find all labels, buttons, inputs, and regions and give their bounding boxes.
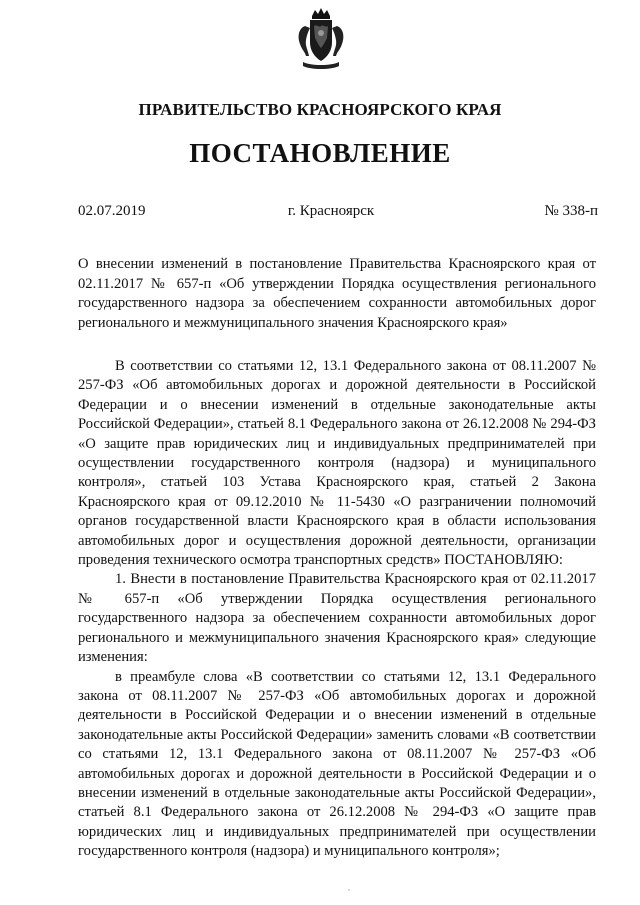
paragraph-amendment: в преамбуле слова «В соответствии со статьями 12, 13.1 Федерального закона от 08.11.2007 № 257-ФЗ «Об автомобильных дорогах и дорожной деятельности в Российской Федерации и о внесении изменений в отдельные законодательные акты Российской Федерации» заменить словами «В соответствии со статьями 12, 13.1 Федерального закона от 08.11.2007 № 257-ФЗ «Об автомобильных дорогах и дорожной деятельности в Российской Федерации и о внесении изменений в отдельные законодательные акты Российской Федерации», статьей 8.1 Федерального закона от 26.12.2008 № 294-ФЗ «О защите прав юридических лиц и индивидуальных предпринимателей при осуществлении государственного контроля (надзора) и муниципального контроля»; [78, 668, 596, 860]
document-number: № 338-п [544, 203, 598, 219]
scan-speck [348, 889, 350, 891]
document-date: 02.07.2019 [78, 203, 146, 219]
government-title: ПРАВИТЕЛЬСТВО КРАСНОЯРСКОГО КРАЯ [138, 100, 502, 119]
document-body [78, 357, 596, 862]
paragraph-preamble: В соответствии со статьями 12, 13.1 Федерального закона от 08.11.2007 № 257-ФЗ «Об автомобильных дорогах и дорожной деятельности в Российской Федерации и о внесении изменений в отдельные законодательные акты Российской Федерации», статьей 8.1 Федерального закона от 26.12.2008 № 294-ФЗ «О защите прав юридических лиц и индивидуальных предпринимателей при осуществлении государственного контроля (надзора) и муниципального контроля», статьей 103 Устава Красноярского края, статьей 2 Закона Красноярского края от 09.12.2010 № 11-5430 «О разграничении полномочий органов государственной власти Красноярского края в области использования автомобильных дорог и осуществления дорожной деятельности, организации проведения технического осмотра транспортных средств» ПОСТАНОВЛЯЮ: [78, 358, 596, 569]
paragraph-item-1: 1. Внести в постановление Правительства Красноярского края от 02.11.2017 № 657-п «Об утверждении Порядка осуществления регионального государственного надзора за обеспечением сохранности автомобильных дорог регионального и межмуниципального значения Красноярского края» следующие изменения: [78, 571, 596, 666]
document-subject: О внесении изменений в постановление Правительства Красноярского края от 02.11.2017 № 657-п «Об утверждении Порядка осуществления регионального государственного надзора за обеспечением сохранности автомобильных дорог регионального и межмуниципального значения Красноярского края» [78, 256, 596, 331]
coat-of-arms-icon [297, 6, 345, 72]
document-type: ПОСТАНОВЛЕНИЕ [189, 138, 451, 168]
document-city: г. Красноярск [287, 203, 375, 219]
